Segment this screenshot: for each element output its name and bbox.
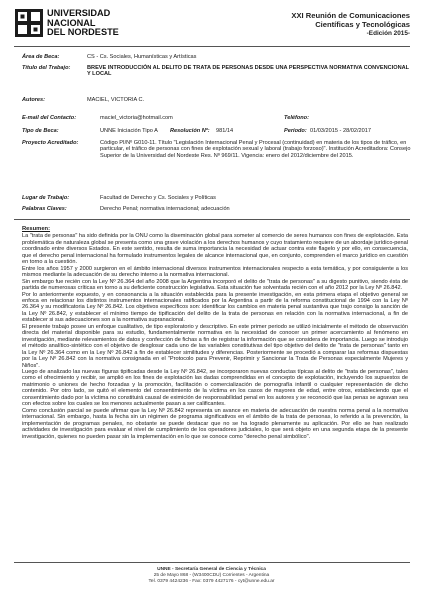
email-value: maciel_victoria@hotmail.com <box>100 115 173 121</box>
resolucion-value: 981/14 <box>216 128 234 134</box>
summary-paragraph: Sin embargo fue recién con la Ley Nº 26.364 del año 2008 que la Argentina incorporó el delito de "trata de personas" a su digesto punitivo, siendo ésta de partida de numerosas críticas en torno a su deficiente construcción legislativa. Esta situación fue solventada recién con el año 2012 por la Ley Nº 26.842. <box>22 278 408 292</box>
proyecto-label: Proyecto Acreditado: <box>22 140 79 146</box>
field-titulo <box>22 65 411 79</box>
tipo-label: Tipo de Beca: <box>22 128 59 134</box>
summary-paragraph: Por lo anteriormente expuesto, y en consonancia a la situación establecida para la presente investigación, en esta primera etapa el objetivo general se enfoca en relacionar los distintos instrumentos internacionales ratificados por la Argentina a partir de la reforma constitucional de 1994 con la Ley Nº 26.364 y su modificatoria Ley Nº 26.842. Los objetivos específicos son: identificar los cambios en materia penal sustantiva que trajo consigo la sanción de la Ley Nº 26.842, y establecer el mínimo tiempo de tipificación del delito de la trata de personas en relación con la normativa internacional, a fin de establecer si sus adecuaciones son a la normativa supranacional. <box>22 291 408 324</box>
summary-paragraph: Entre los años 1957 y 2000 surgieron en el ámbito internacional diversos instrumentos internacionales respecto a esta temática, y por consiguiente a los mismos mediante la adecuación de su derecho interno a la normativa internacional. <box>22 265 408 279</box>
tipo-value: UNNE Iniciación Tipo A <box>100 128 158 134</box>
area-label: Área de Beca: <box>22 54 60 60</box>
summary-section <box>22 226 408 440</box>
summary-paragraph: Luego de analizado las nuevas figuras tipificadas desde la Ley Nº 26.842, se incorporaron nuevas conductas típicas al delito de "trata de personas", tales como el ofrecimiento y recibir, se amplió en los fines de explotación las dadas comprendidas en el concepto de explotación, incluyendo los supuestos de matrimonio o uniones de hecho forzadas y la promoción, facilitación o comercialización de pornografía infantil o cualquier representación de dicho contenido. Por otro lado, se quitó el elemento del consentimiento de la víctima en los casos de mayores de edad, entre otros, estableciendo que el consentimiento dado por la víctima no constituirá causal de eximición de responsabilidad penal en los autores y se reconoció que las penas se agravan sea con efectos sobre los cuales se los menores actualmente pasan a ser calificantes. <box>22 368 408 408</box>
lugar-label: Lugar de Trabajo: <box>22 195 70 201</box>
university-name: UNIVERSIDAD NACIONAL DEL NORDESTE <box>47 8 119 37</box>
proyecto-value: Código PI/Nº G010-11. Título "Legislación Internacional Penal y Procesal (continuidad) en materia de los tipos de tráfico, en particular, el tráfico de personas con fines de explotación sexual y laboral (trabajo forzoso)". Institución Acreditadora: Consejo Superior de la Universidad del Nordeste Res. Nº 969/11. Vigencia: enero del 2012/diciembre del 2015. <box>100 140 411 159</box>
lugar-value: Facultad de Derecho y Cs. Sociales y Políticas <box>100 195 216 201</box>
autores-value: MACIEL, VICTORIA C. <box>87 97 145 103</box>
autores-label: Autores: <box>22 97 45 103</box>
email-label: E-mail del Contacto: <box>22 115 77 121</box>
page-header <box>14 8 410 46</box>
summary-paragraph: Como conclusión parcial se puede afirmar que la Ley Nº 26.842 representa un avance en materia de adecuación de nuestra norma penal a la normativa internacional. Sin embargo, hasta la fecha sin un régimen de programa significativos en el ámbito de la trata de personas, lo referido a la prevención, la implementación de programas penales, no obstante se puede destacar que no se ha logrado plenamente su aplicación. Por ello se han realizado actividades de investigación para evaluar el nivel de cumplimiento de los operadores judiciales, lo que será objeto en una segunda etapa de la presente investigación, quienes no pueden pasar sin la implementación en lo que se conoce como "derecho penal simbólico". <box>22 407 408 440</box>
claves-value: Derecho Penal; normativa internacional; adecuación <box>100 206 230 212</box>
claves-label: Palabras Claves: <box>22 206 67 212</box>
summary-paragraph: La "trata de personas" ha sido definida por la ONU como la diseminación global para someter al comercio de seres humanos con fines de explotación. Esta problemática de naturaleza global se presenta como una grave violación a los derechos humanos y cuyo tratamiento requiere de un abordaje jurídico-penal coordinado entre diversos Estados. En este sentido, resulta de suma importancia la necesidad de actuar contra este flagelo y por ello, en consecuencia, que el derecho penal internacional ha formulado instrumentos legales de alcance internacional que, en conjunto, comprenden el marco jurídico en cuestión en torno a la cuestión. <box>22 233 408 266</box>
titulo-value: BREVE INTRODUCCIÓN AL DELITO DE TRATA DE PERSONAS DESDE UNA PERSPECTIVA NORMATIVA CONVENCIONAL Y LOCAL <box>87 65 409 78</box>
periodo-value: 01/03/2015 - 28/02/2017 <box>310 128 371 134</box>
university-seal-icon <box>14 8 44 38</box>
summary-paragraph: El presente trabajo posee un enfoque cualitativo, de tipo exploratorio y descriptivo. En este primer periodo se utilizó inicialmente el método de observación directa del material disponible para su estudio, fundamentalmente normativa en la necesidad de conocer un primer acercamiento al fenómeno en investigación, mediante relevamientos de datos y confección de fichas a fin de registrar la información que se considera de importancia. Luego se introdujo el método analítico-sintético con el objetivo de desglosar cada uno de las variables constitutivas del tipo objetivo del delito de "trata de personas" tanto en la Ley Nº 26.364 como en la Ley Nº 26.842 a fin de establecer similitudes y diferencias. Posteriormente se procedió a comparar las reformas dispuestas por la Ley Nº 26.842 con la normativa consignada en el "Protocolo para Prevenir, Reprimir y Sancionar la Trata de Personas especialmente Mujeres y Niños". <box>22 323 408 369</box>
periodo-label: Período: <box>284 128 307 134</box>
titulo-label: Título del Trabajo: <box>22 65 71 71</box>
header-divider <box>14 46 410 47</box>
resolucion-label: Resolución Nº: <box>170 128 210 134</box>
summary-heading: Resumen: <box>22 226 51 232</box>
conference-title: XXI Reunión de Comunicaciones Científicas y Tecnológicas -Edición 2015- <box>291 11 410 37</box>
page-footer: UNNE - Secretaría General de Ciencia y Técnica 25 de Mayo 868 - (W3400CDU) Corrientes - Argentina Tel. 0379 4424236 - Fax: 0379 4427176 - cyt@unne.edu.ar <box>148 567 275 584</box>
fields-divider <box>14 219 410 220</box>
area-value: CS - Cs. Sociales, Humanísticas y Artísticas <box>87 54 197 60</box>
field-proyecto <box>22 140 411 180</box>
footer-divider <box>14 562 410 563</box>
telefono-label: Teléfono: <box>284 115 309 121</box>
